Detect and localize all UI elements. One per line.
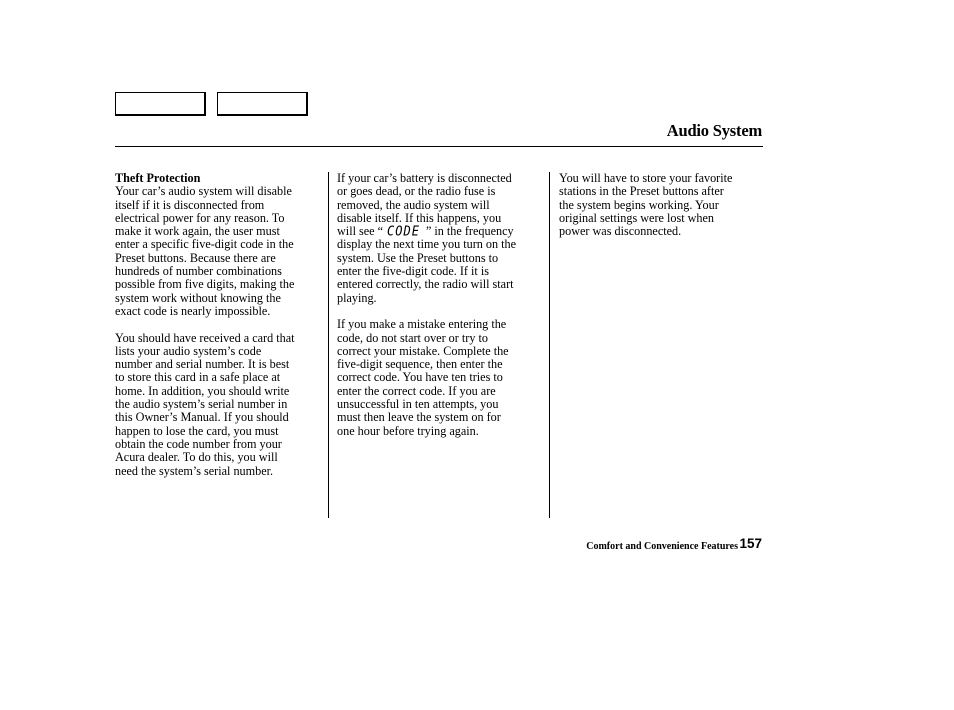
text-line: or goes dead, or the radio fuse is xyxy=(337,184,496,199)
code-line-before: will see “ xyxy=(337,224,384,239)
text-line: unsuccessful in ten attempts, you xyxy=(337,397,499,412)
text-line: the audio system’s serial number in xyxy=(115,397,288,412)
section-title: Audio System xyxy=(666,121,762,140)
text-line: stations in the Preset buttons after xyxy=(559,184,724,199)
text-line: power was disconnected. xyxy=(559,224,682,239)
text-line: itself if it is disconnected from xyxy=(115,197,265,212)
text-line: display the next time you turn on the xyxy=(337,237,517,252)
column-3 xyxy=(559,172,763,252)
text-line: enter a specific five-digit code in the xyxy=(115,237,294,252)
text-line: home. In addition, you should write xyxy=(115,383,290,398)
text-line: enter the five-digit code. If it is xyxy=(337,264,489,279)
text-line: one hour before trying again. xyxy=(337,423,479,438)
text-line: Acura dealer. To do this, you will xyxy=(115,450,278,465)
subsection-heading: Theft Protection xyxy=(115,171,201,185)
text-line: system work without knowing the xyxy=(115,290,281,305)
text-line: removed, the audio system will xyxy=(337,197,490,212)
nav-tab-2[interactable] xyxy=(217,92,308,116)
text-line: obtain the code number from your xyxy=(115,436,282,451)
text-line: hundreds of number combinations xyxy=(115,264,282,279)
text-line: this Owner’s Manual. If you should xyxy=(115,410,289,425)
text-line: correct your mistake. Complete the xyxy=(337,343,509,358)
code-line-after: ” in the frequency xyxy=(425,224,514,239)
text-line: lists your audio system’s code xyxy=(115,343,262,358)
text-line: must then leave the system on for xyxy=(337,410,501,425)
text-line: exact code is nearly impossible. xyxy=(115,303,271,318)
paragraph xyxy=(115,172,321,318)
code-line xyxy=(337,225,543,238)
text-line: disable itself. If this happens, you xyxy=(337,210,502,225)
text-line: system. Use the Preset buttons to xyxy=(337,250,499,265)
text-line: happen to lose the card, you must xyxy=(115,423,279,438)
text-line: make it work again, the user must xyxy=(115,224,280,239)
paragraph xyxy=(559,172,763,238)
text-line: need the system’s serial number. xyxy=(115,463,274,478)
text-line: If you make a mistake entering the xyxy=(337,317,507,332)
column-1 xyxy=(115,172,321,491)
text-line: five-digit sequence, then enter the xyxy=(337,357,503,372)
text-line: code, do not start over or try to xyxy=(337,330,488,345)
text-line: Preset buttons. Because there are xyxy=(115,250,276,265)
text-line: You should have received a card that xyxy=(115,330,295,345)
column-2 xyxy=(337,172,543,451)
text-line: You will have to store your favorite xyxy=(559,171,733,185)
paragraph xyxy=(115,332,321,478)
paragraph xyxy=(337,172,543,305)
footer-section-name: Comfort and Convenience Features xyxy=(586,541,738,552)
text-line: to store this card in a safe place at xyxy=(115,370,281,385)
title-rule xyxy=(115,146,763,147)
text-line: possible from five digits, making the xyxy=(115,277,295,292)
column-divider xyxy=(549,172,550,518)
text-line: original settings were lost when xyxy=(559,210,715,225)
code-display-glyph: CODE xyxy=(387,223,420,239)
column-divider xyxy=(328,172,329,518)
text-line: number and serial number. It is best xyxy=(115,357,290,372)
text-line: the system begins working. Your xyxy=(559,197,719,212)
paragraph xyxy=(337,318,543,438)
text-line: electrical power for any reason. To xyxy=(115,210,285,225)
text-line: correct code. You have ten tries to xyxy=(337,370,503,385)
nav-tab-1[interactable] xyxy=(115,92,206,116)
text-line: enter the correct code. If you are xyxy=(337,383,496,398)
page-number: 157 xyxy=(739,536,762,551)
text-line: If your car’s battery is disconnected xyxy=(337,171,512,185)
text-line: playing. xyxy=(337,290,377,305)
text-line: entered correctly, the radio will start xyxy=(337,277,514,292)
text-line: Your car’s audio system will disable xyxy=(115,184,292,199)
